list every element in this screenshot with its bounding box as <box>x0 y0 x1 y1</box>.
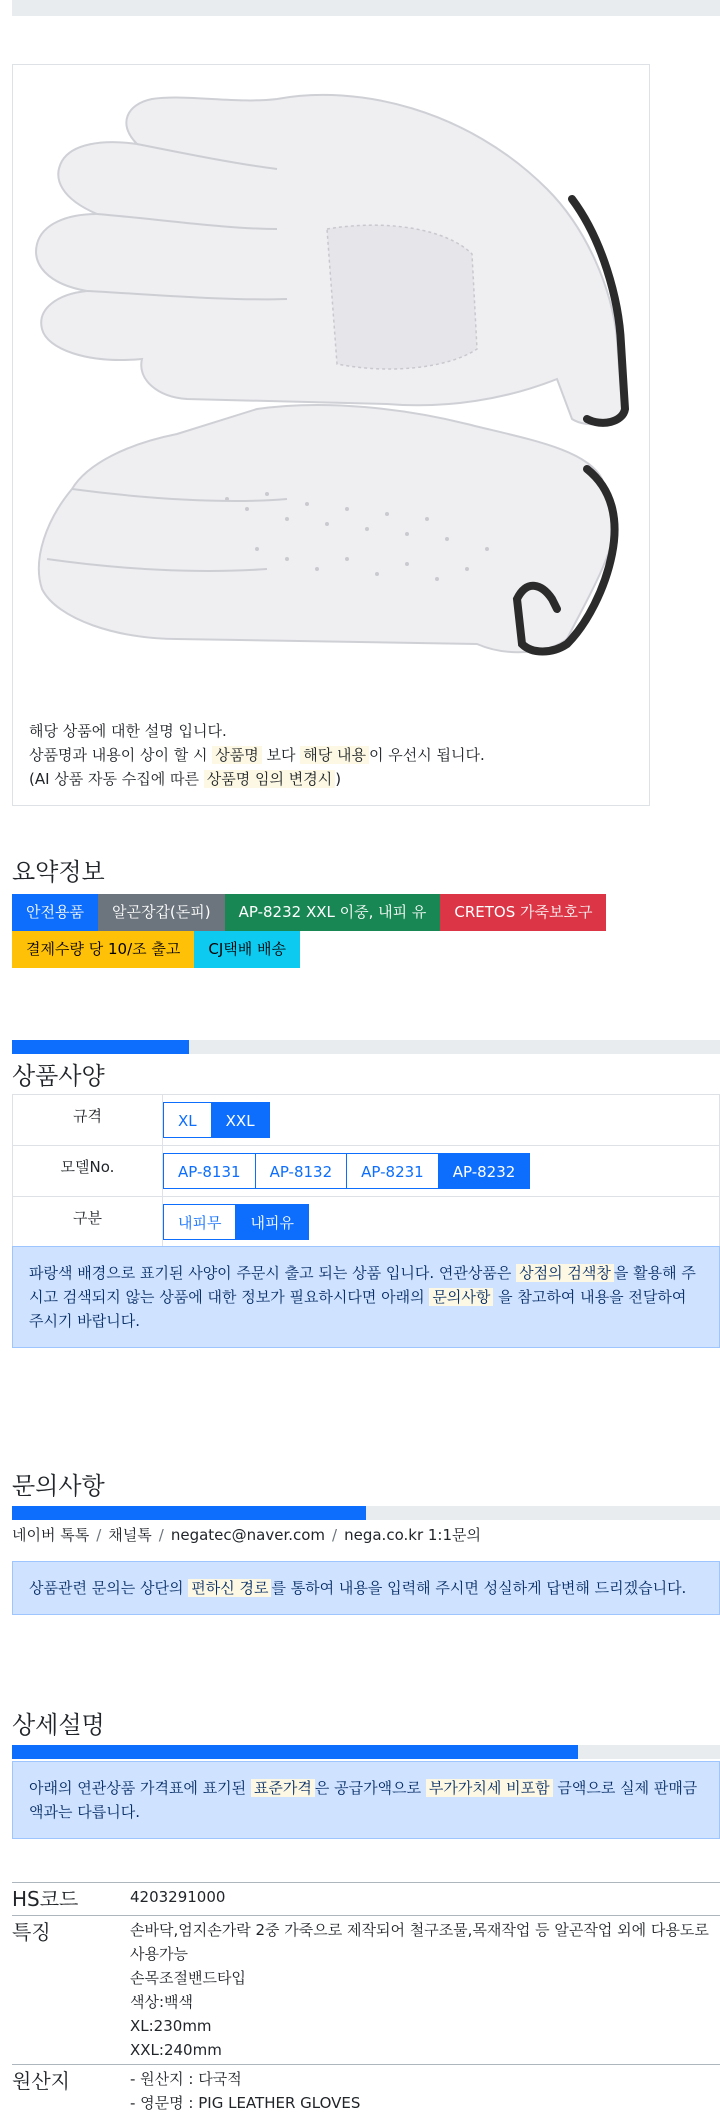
spec-row-model <box>13 1146 720 1197</box>
description-text: 보다 <box>262 746 301 764</box>
info-value <box>130 2065 720 2117</box>
info-line: 손목조절밴드타입 <box>130 1966 720 1990</box>
highlight-search: 상점의 검색창 <box>516 1264 614 1282</box>
description-text: 이 우선시 됩니다. <box>369 746 485 764</box>
description-text: 상품명과 내용이 상이 할 시 <box>29 746 212 764</box>
contact-email[interactable]: negatec@naver.com <box>171 1526 325 1544</box>
notice-text: 를 통하여 내용을 입력해 주시면 성실하게 답변해 드리겠습니다. <box>271 1579 686 1597</box>
product-description <box>29 719 485 791</box>
info-line: XL:230mm <box>130 2014 720 2038</box>
highlight-content: 해당 내용 <box>300 746 369 764</box>
highlight-name-change: 상품명 임의 변경시 <box>204 770 335 788</box>
description-line-2 <box>29 743 485 767</box>
contact-site-inquiry[interactable]: nega.co.kr 1:1문의 <box>344 1526 481 1544</box>
info-row-origin <box>12 2065 720 2117</box>
option-lining[interactable]: 내피유 <box>235 1204 308 1240</box>
highlight-route: 편하신 경로 <box>188 1579 271 1597</box>
spec-progress <box>12 1040 720 1054</box>
info-line: - 영문명 : PIG LEATHER GLOVES <box>130 2091 720 2115</box>
notice-text: 을 활용해 주시고 검색되지 않는 상품에 대한 정보가 필요하시다면 아래의 <box>29 1264 696 1306</box>
badge-model[interactable]: AP-8232 XXL 이중, 내피 유 <box>225 894 441 931</box>
info-row-hs-code <box>12 1883 720 1916</box>
description-text: ) <box>335 770 341 788</box>
summary-badges <box>12 894 720 968</box>
notice-text: 파랑색 배경으로 표기된 사양이 주문시 출고 되는 상품 입니다. 연관상품은 <box>29 1264 516 1282</box>
info-key: 특징 <box>12 1916 130 2065</box>
inquiry-notice <box>12 1561 720 1615</box>
badge-category[interactable]: 안전용품 <box>12 894 98 931</box>
description-text: (AI 상품 자동 수집에 따른 <box>29 770 204 788</box>
info-row-features <box>12 1916 720 2065</box>
highlight-vat-excluded: 부가가치세 비포함 <box>426 1779 553 1797</box>
contact-breadcrumb <box>12 1524 481 1545</box>
info-value <box>130 1883 720 1916</box>
spec-options <box>163 1095 720 1146</box>
description-line-1: 해당 상품에 대한 설명 입니다. <box>29 719 485 743</box>
info-line: 색상:백색 <box>130 1990 720 2014</box>
option-xl[interactable]: XL <box>163 1102 212 1138</box>
separator: / <box>152 1526 171 1544</box>
spec-label: 구분 <box>13 1197 163 1248</box>
badge-shipping[interactable]: CJ택배 배송 <box>194 931 300 968</box>
summary-title: 요약정보 <box>12 852 105 887</box>
highlight-product-name: 상품명 <box>212 746 261 764</box>
notice-text: 은 공급가액으로 <box>315 1779 426 1797</box>
info-line: XXL:240mm <box>130 2038 720 2062</box>
info-line: 손바닥,엄지손가락 2중 가죽으로 제작되어 철구조물,목재작업 등 알곤작업 외에 다용도로 사용가능 <box>130 1918 720 1966</box>
badge-quantity[interactable]: 결제수량 당 10/조 출고 <box>12 931 194 968</box>
detail-title: 상세설명 <box>12 1705 105 1740</box>
option-ap-8231[interactable]: AP-8231 <box>346 1153 439 1189</box>
spec-title: 상품사양 <box>12 1056 105 1091</box>
highlight-standard-price: 표준가격 <box>251 1779 315 1797</box>
separator: / <box>325 1526 344 1544</box>
detail-notice <box>12 1761 720 1839</box>
contact-naver-talk[interactable]: 네이버 톡톡 <box>12 1526 89 1544</box>
option-ap-8131[interactable]: AP-8131 <box>163 1153 256 1189</box>
spec-progress-fill <box>12 1040 189 1054</box>
inquiry-progress <box>12 1506 720 1520</box>
detail-info-table <box>12 1882 720 2117</box>
inquiry-title: 문의사항 <box>12 1466 105 1501</box>
detail-progress-fill <box>12 1745 578 1759</box>
option-ap-8232[interactable]: AP-8232 <box>438 1153 531 1189</box>
description-line-3 <box>29 767 485 791</box>
spec-table <box>12 1094 720 1248</box>
highlight-inquiry: 문의사항 <box>429 1288 493 1306</box>
separator: / <box>89 1526 108 1544</box>
spec-options <box>163 1197 720 1248</box>
spec-label: 모델No. <box>13 1146 163 1197</box>
detail-progress <box>12 1745 720 1759</box>
info-key: HS코드 <box>12 1883 130 1916</box>
page <box>12 0 720 16</box>
option-ap-8132[interactable]: AP-8132 <box>255 1153 348 1189</box>
spec-row-type <box>13 1197 720 1248</box>
badge-subcategory[interactable]: 알곤장갑(돈피) <box>98 894 225 931</box>
top-bar <box>12 0 720 16</box>
option-xxl[interactable]: XXL <box>211 1102 270 1138</box>
product-image-box <box>12 64 650 806</box>
spec-label: 규격 <box>13 1095 163 1146</box>
product-image <box>27 79 635 679</box>
spec-notice <box>12 1246 720 1348</box>
info-line: - 원산지 : 다국적 <box>130 2067 720 2091</box>
contact-channel-talk[interactable]: 채널톡 <box>108 1526 151 1544</box>
spec-row-size <box>13 1095 720 1146</box>
notice-text: 을 참고하여 내용을 전달하여 주시기 바랍니다. <box>29 1288 686 1330</box>
notice-text: 아래의 연관상품 가격표에 표기된 <box>29 1779 251 1797</box>
notice-text: 상품관련 문의는 상단의 <box>29 1579 188 1597</box>
spec-options <box>163 1146 720 1197</box>
badge-brand[interactable]: CRETOS 가죽보호구 <box>440 894 606 931</box>
info-key: 원산지 <box>12 2065 130 2117</box>
option-no-lining[interactable]: 내피무 <box>163 1204 236 1240</box>
inquiry-progress-fill <box>12 1506 366 1520</box>
notice-text: 금액으로 실제 판매금액과는 다릅니다. <box>29 1779 697 1821</box>
info-line: 4203291000 <box>130 1885 720 1909</box>
info-value <box>130 1916 720 2065</box>
